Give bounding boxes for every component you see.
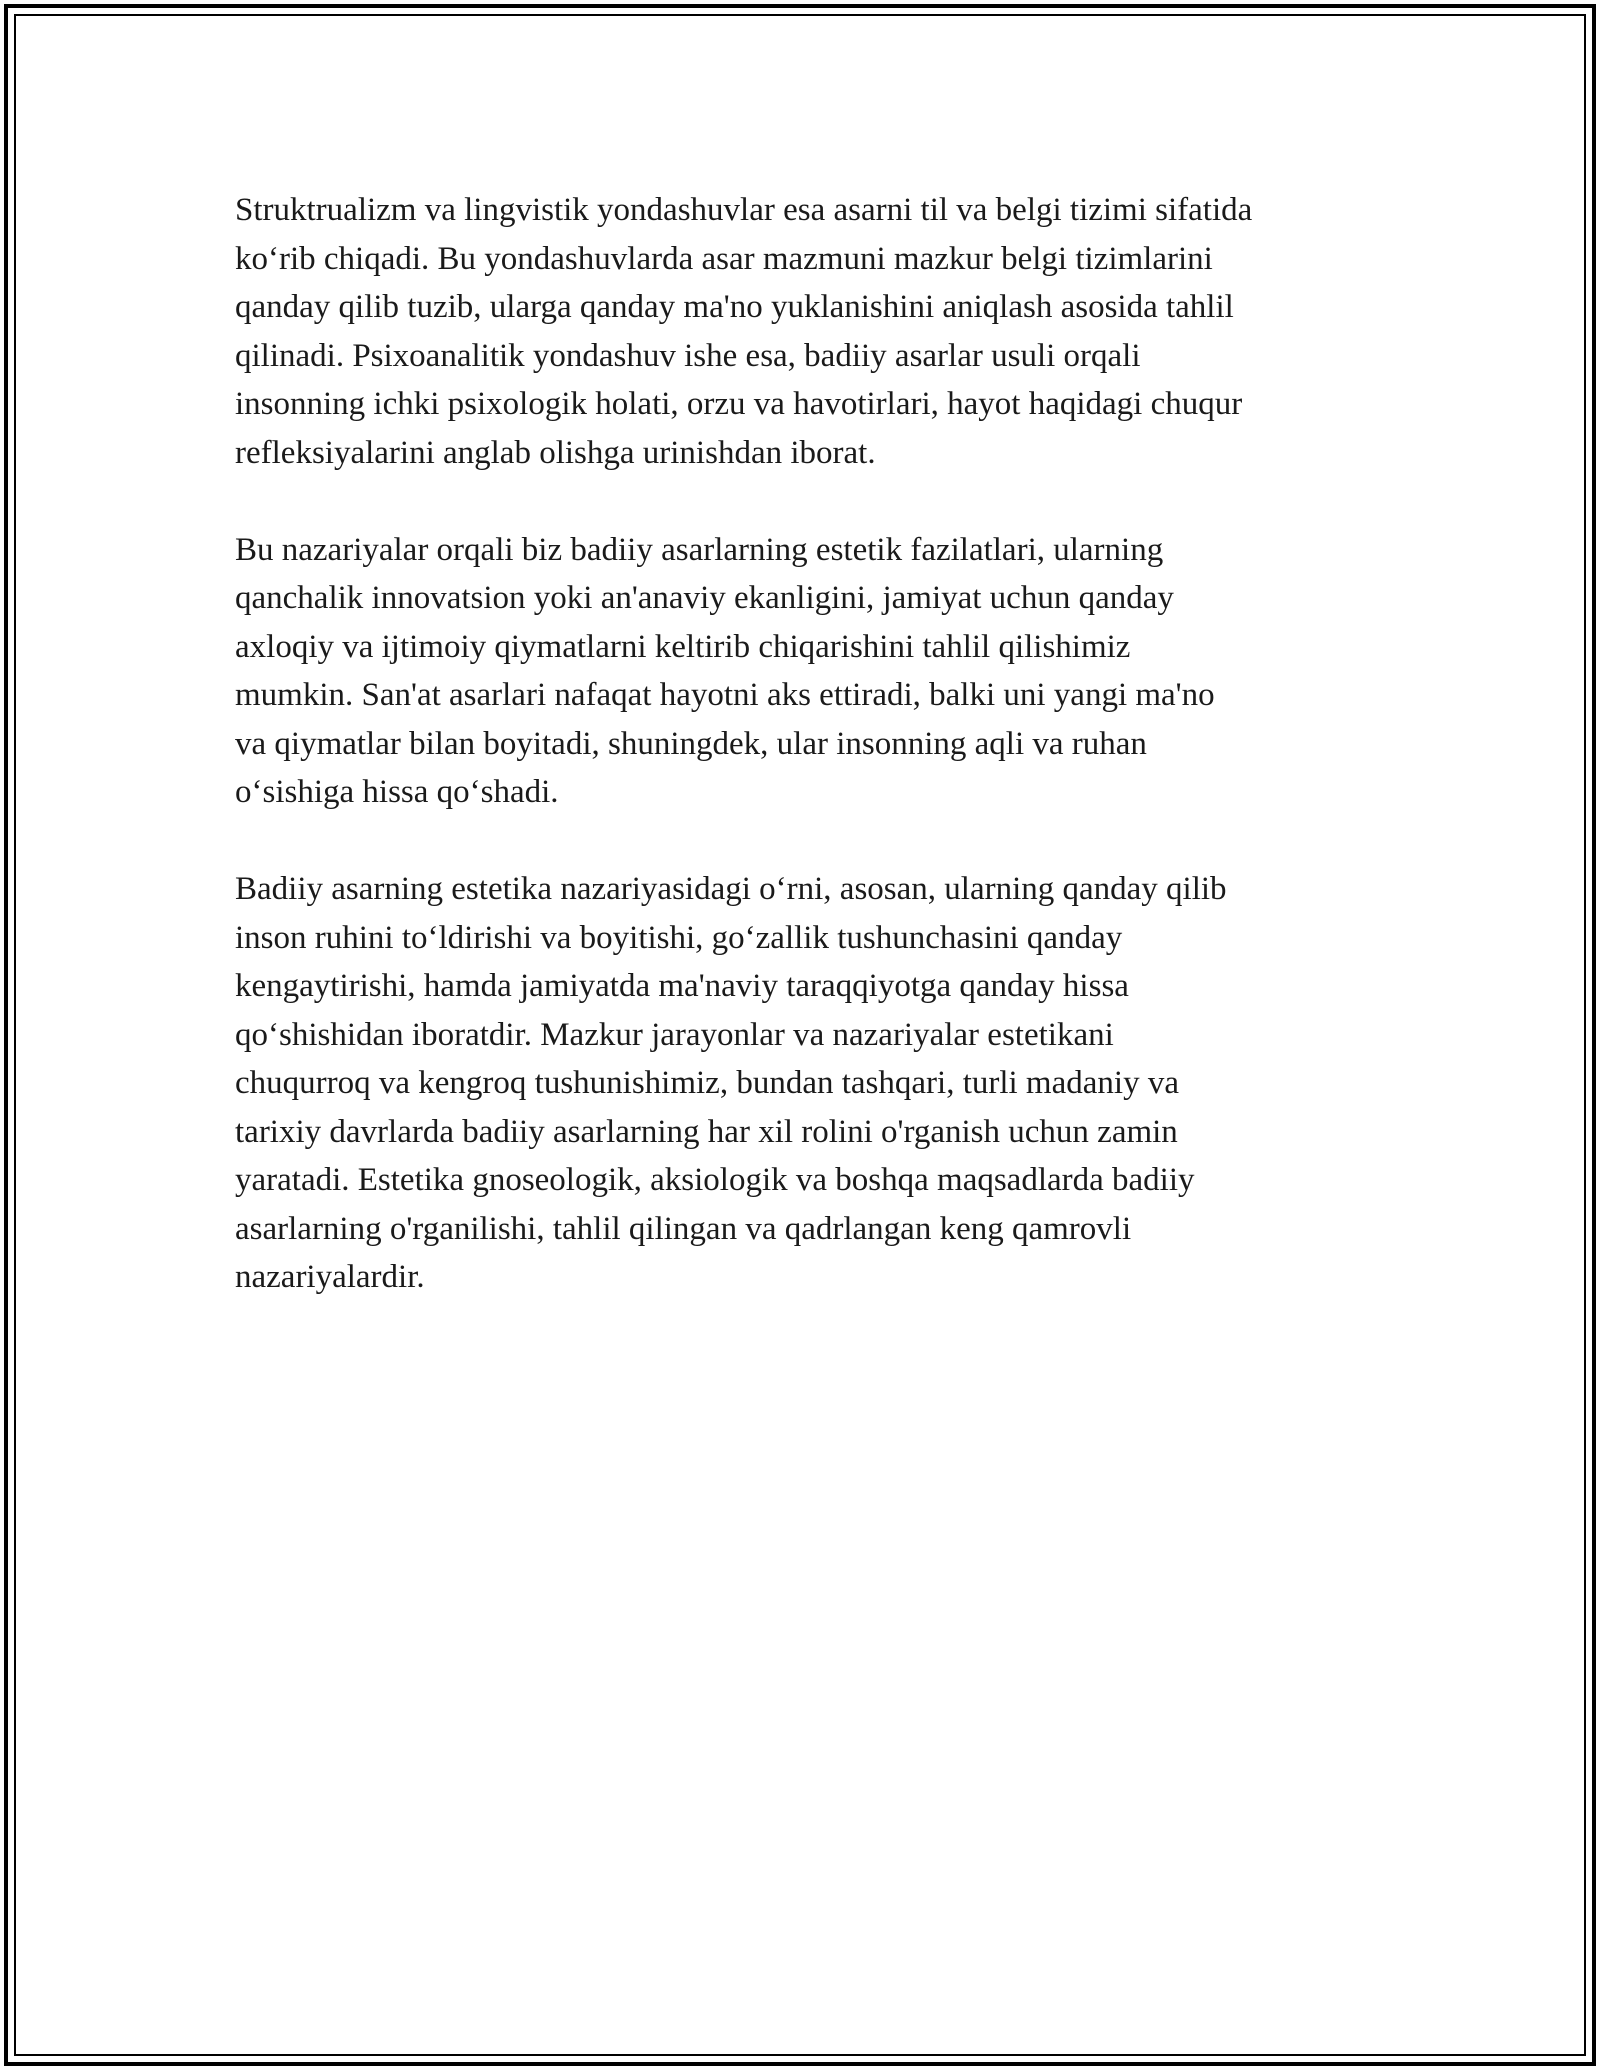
text-line: refleksiyalarini anglab olishga urinishdan iborat. [235, 434, 876, 471]
text-line: yaratadi. Estetika gnoseologik, aksiologik va boshqa maqsadlarda badiiy [235, 1162, 1195, 1198]
text-line: ko‘rib chiqadi. Bu yondashuvlarda asar mazmuni mazkur belgi tizimlarini [235, 240, 1213, 277]
text-line: qanchalik innovatsion yoki an'anaviy ekanligini, jamiyat uchun qanday [235, 580, 1174, 616]
text-line: Bu nazariyalar orqali biz badiiy asarlarning estetik fazilatlari, ularning [235, 531, 1164, 568]
text-line: mumkin. San'at asarlari nafaqat hayotni aks ettiradi, balki uni yangi ma'no [235, 677, 1215, 713]
text-line: tarixiy davrlarda badiiy asarlarning har xil rolini o'rganish uchun zamin [235, 1113, 1178, 1150]
text-line: nazariyalardir. [235, 1259, 425, 1295]
text-line: asarlarning o'rganilishi, tahlil qilingan va qadrlangan keng qamrovli [235, 1210, 1132, 1247]
text-line: Badiiy asarning estetika nazariyasidagi o‘rni, asosan, ularning qanday qilib [235, 871, 1227, 907]
paragraph-2 [235, 526, 1375, 817]
text-line: axloqiy va ijtimoiy qiymatlarni keltirib chiqarishini tahlil qilishimiz [235, 628, 1131, 665]
text-line: qilinadi. Psixoanalitik yondashuv ishe esa, badiiy asarlar usuli orqali [235, 337, 1141, 374]
text-line: qanday qilib tuzib, ularga qanday ma'no yuklanishini aniqlash asosida tahlil [235, 289, 1234, 325]
text-line: inson ruhini to‘ldirishi va boyitishi, go‘zallik tushunchasini qanday [235, 919, 1123, 956]
document-body [235, 186, 1375, 1350]
text-line: insonning ichki psixologik holati, orzu va havotirlari, hayot haqidagi chuqur [235, 386, 1243, 422]
text-line: o‘sishiga hissa qo‘shadi. [235, 774, 559, 810]
paragraph-1 [235, 186, 1375, 477]
text-line: qo‘shishidan iboratdir. Mazkur jarayonlar va nazariyalar estetikani [235, 1016, 1114, 1053]
text-line: chuqurroq va kengroq tushunishimiz, bundan tashqari, turli madaniy va [235, 1065, 1179, 1101]
text-line: Struktrualizm va lingvistik yondashuvlar esa asarni til va belgi tizimi sifatida [235, 192, 1253, 228]
paragraph-3 [235, 865, 1375, 1302]
text-line: va qiymatlar bilan boyitadi, shuningdek, ular insonning aqli va ruhan [235, 725, 1147, 762]
text-line: kengaytirishi, hamda jamiyatda ma'naviy taraqqiyotga qanday hissa [235, 968, 1129, 1004]
